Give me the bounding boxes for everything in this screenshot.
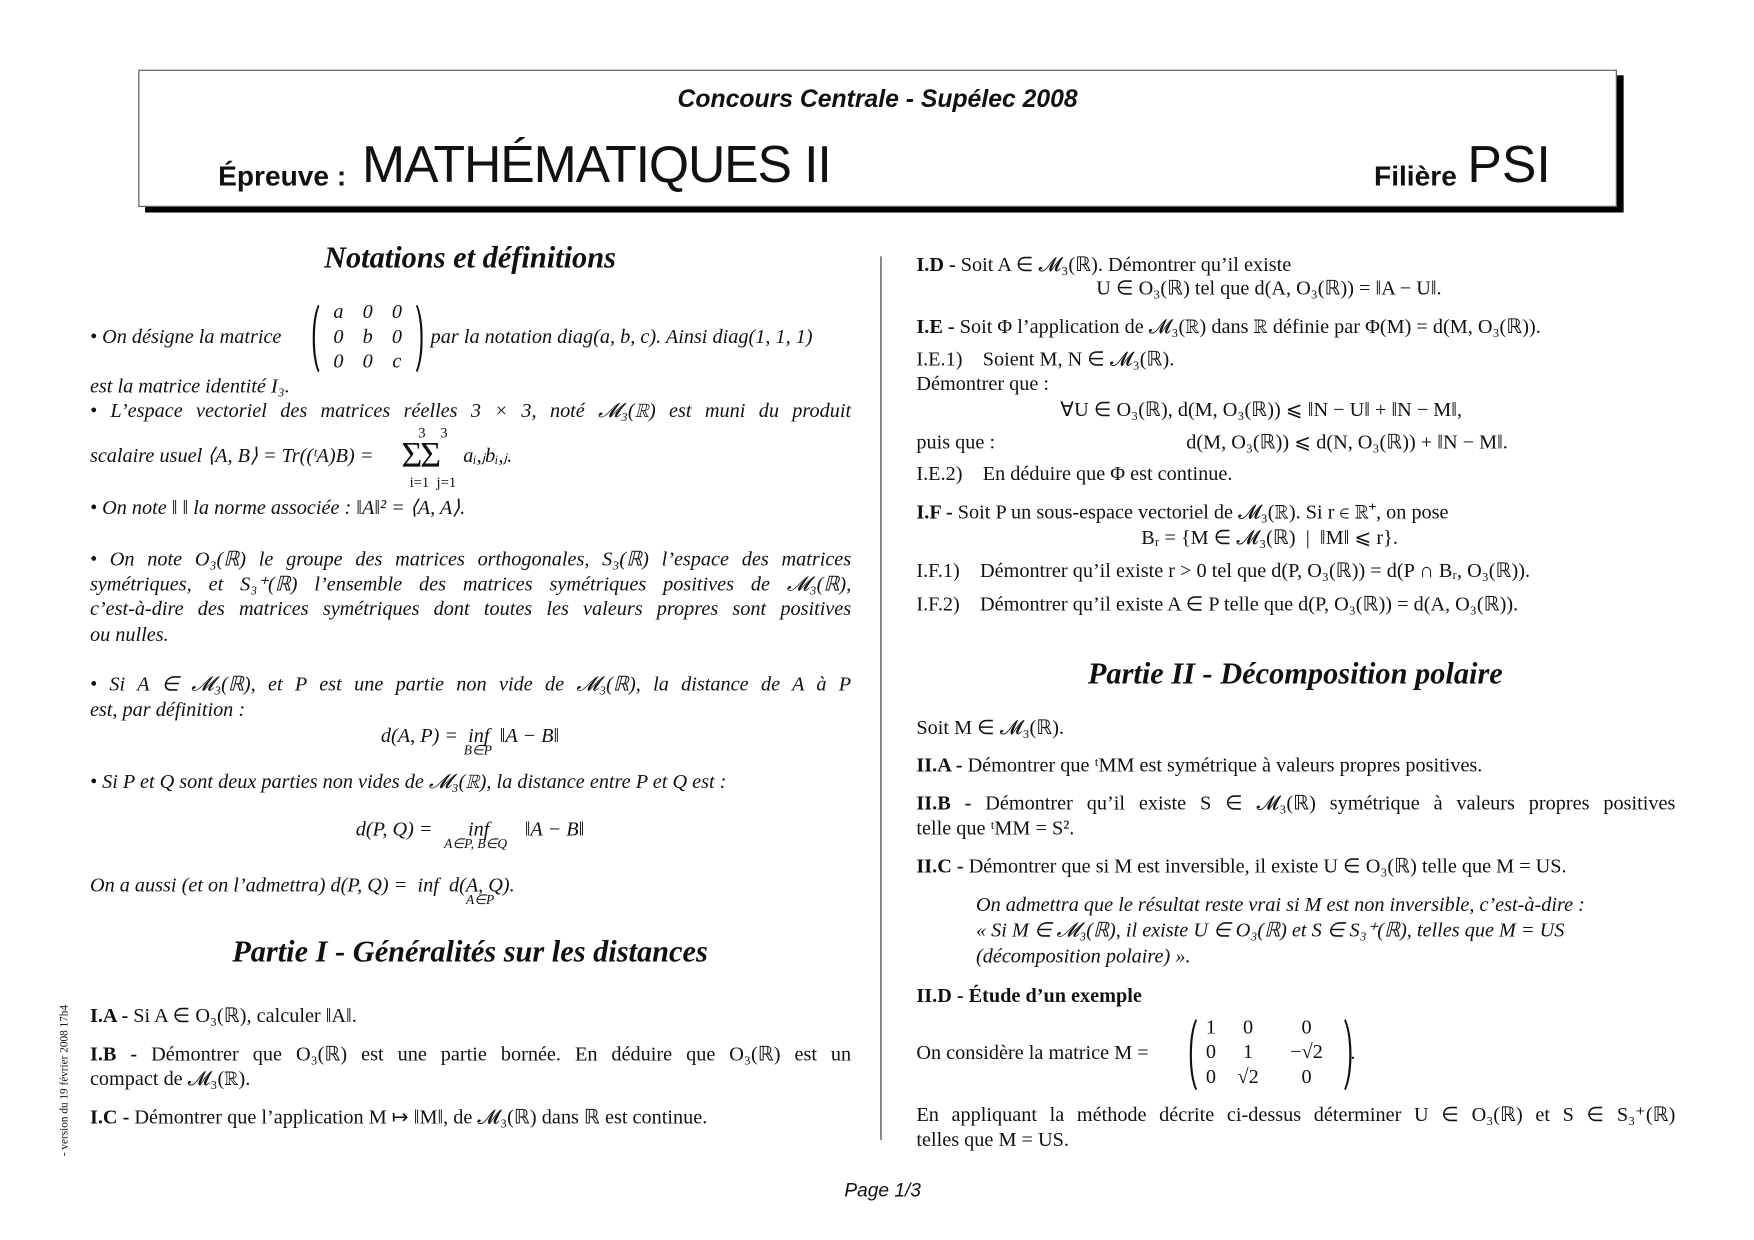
question-IB: [90, 1041, 851, 1066]
notation-line: • Si P et Q sont deux parties non vides de 𝓜₃(ℝ), la distance entre P et Q est :: [89, 770, 727, 793]
notation-line: ou nulles.: [89, 622, 169, 646]
question-IIC: [916, 853, 1566, 878]
question-IE: [916, 314, 1540, 339]
question-text: Soit M ∈ 𝓜₃(ℝ).: [916, 716, 1065, 739]
question-label: II.A -: [916, 753, 963, 776]
question-text: Démontrer que :: [916, 372, 1050, 395]
distance-formula: d(P, Q) = inf ‖A − B‖: [355, 817, 585, 840]
matrix-cell: 0: [362, 349, 373, 373]
question-label: I.C -: [89, 1105, 130, 1128]
notation-line: • L’espace vectoriel des matrices réelles 3 × 3, noté 𝓜₃(ℝ) est muni du produit: [89, 399, 852, 422]
question-text: En appliquant la méthode décrite ci-dessus déterminer U ∈ O₃(ℝ) et S ∈ S₃⁺(ℝ): [916, 1103, 1676, 1126]
question-text: Démontrer que ᵗMM est symétrique à valeurs propres positives.: [962, 753, 1483, 776]
question-text: Si A ∈ O₃(ℝ), calculer ‖A‖.: [128, 1004, 357, 1027]
distance-formula: d(A, P) = inf ‖A − B‖: [380, 724, 560, 747]
version-margin-note: - version du 19 février 2008 17h4: [58, 1004, 71, 1157]
notation-diag-text: • On désigne la matrice: [89, 324, 282, 348]
diag-matrix: [324, 299, 412, 373]
matrix-cell: 0: [1205, 1064, 1217, 1088]
notation-line: scalaire usuel ⟨A, B⟩ = Tr((ᵗA)B) =: [89, 444, 374, 467]
question-label: II.C -: [916, 854, 964, 878]
subject-title: MATHÉMATIQUES II: [362, 134, 831, 194]
inf-subscript: B∈P: [463, 742, 492, 758]
question-IIB: [916, 790, 1675, 815]
filiere-label: Filière: [1374, 160, 1457, 193]
question-IC: [90, 1104, 707, 1129]
notation-line: • On note ‖ ‖ la norme associée : ‖A‖² = ⟨A, A⟩.: [89, 495, 466, 519]
matrix-cell: 0: [391, 300, 402, 323]
formula: ∀U ∈ O₃(ℝ), d(M, O₃(ℝ)) ⩽ ‖N − U‖ + ‖N − M‖,: [1060, 398, 1463, 421]
question-IF2: I.F.2) Démontrer qu’il existe A ∈ P telle que d(P, O₃(ℝ)) = d(A, O₃(ℝ)).: [916, 592, 1519, 616]
page-number: Page 1/3: [844, 1179, 921, 1201]
sum-upper-bounds: 3 3: [418, 423, 448, 441]
inf-subscript: A∈P: [465, 891, 495, 908]
matrix-cell: 1: [1205, 1015, 1217, 1038]
matrix-cell: 1: [1243, 1040, 1254, 1063]
question-text: puis que :: [916, 430, 996, 454]
question-IIA: [916, 752, 1482, 777]
question-IE2: I.E.2) En déduire que Φ est continue.: [916, 462, 1233, 485]
inf-subscript: A∈P, B∈Q: [444, 835, 508, 852]
question-text: Soit A ∈ 𝓜₃(ℝ). Démontrer qu’il existe: [955, 252, 1292, 276]
admitted-note: (décomposition polaire) ».: [975, 944, 1191, 967]
column-divider: [880, 256, 881, 1140]
notation-line: • Si A ∈ 𝓜₃(ℝ), et P est une partie non vide de 𝓜₃(ℝ), la distance de A à P: [89, 672, 852, 695]
question-IA: [90, 1003, 357, 1028]
notation-line: aᵢ,ⱼbᵢ,ⱼ.: [463, 444, 513, 467]
question-label: I.A -: [89, 1004, 129, 1027]
question-label: I.B -: [89, 1042, 138, 1065]
notation-line: c’est-à-dire des matrices symétriques dont toutes les valeurs propres sont positives: [89, 597, 852, 620]
question-text: Démontrer que si M est inversible, il existe U ∈ O₃(ℝ) telle que M = US.: [963, 854, 1567, 878]
notation-line: est, par définition :: [89, 698, 246, 721]
question-text: Démontrer que l’application M ↦ ‖M‖, de 𝓜₃(ℝ) dans ℝ est continue.: [129, 1105, 708, 1128]
part2-heading: Partie II - Décomposition polaire: [1087, 656, 1503, 691]
epreuve-label: Épreuve :: [218, 160, 347, 193]
matrix-cell: √2: [1237, 1064, 1259, 1088]
question-label: I.F -: [916, 500, 953, 523]
question-IF1: I.F.1) Démontrer qu’il existe r > 0 tel que d(P, O₃(ℝ)) = d(P ∩ Bᵣ, O₃(ℝ)).: [916, 558, 1531, 582]
question-ID: [916, 252, 1291, 277]
matrix-cell: 0: [333, 324, 344, 348]
matrix-cell: 0: [333, 349, 344, 373]
question-text: Soit Φ l’application de 𝓜₃(ℝ) dans ℝ définie par Φ(M) = d(M, O₃(ℝ)).: [954, 314, 1541, 338]
question-label: I.D -: [916, 252, 956, 276]
formula: d(M, O₃(ℝ)) ⩽ d(N, O₃(ℝ)) + ‖N − M‖.: [1186, 430, 1508, 454]
matrix-cell: 0: [1205, 1040, 1217, 1063]
question-IID-title: II.D - Étude d’un exemple: [916, 983, 1142, 1007]
notation-line: On a aussi (et on l’admettra) d(P, Q) = inf d(A, Q).: [89, 873, 515, 897]
notations-heading: Notations et définitions: [324, 240, 616, 275]
part1-heading: Partie I - Généralités sur les distances: [232, 934, 708, 969]
question-text: Soit P un sous-espace vectoriel de 𝓜₃(ℝ). Si r ∈ ℝ⁺, on pose: [952, 500, 1449, 523]
matrix-cell: 0: [1301, 1015, 1312, 1038]
notation-diag-text-2: par la notation diag(a, b, c). Ainsi diag(1, 1, 1): [430, 324, 813, 348]
sum-lower-bounds: i=1 j=1: [409, 473, 457, 491]
formula: Bᵣ = {M ∈ 𝓜₃(ℝ) | ‖M‖ ⩽ r}.: [1141, 526, 1398, 549]
notation-line: symétriques, et S₃⁺(ℝ) l’ensemble des matrices symétriques positives de 𝓜₃(ℝ),: [89, 572, 852, 595]
matrix-cell: −√2: [1290, 1040, 1323, 1063]
matrix-cell: 0: [362, 300, 373, 323]
question-label: I.E -: [916, 314, 955, 338]
matrix-cell: b: [362, 324, 373, 348]
notation-line: est la matrice identité I₃.: [89, 374, 290, 397]
matrix-cell: 0: [1243, 1015, 1254, 1038]
question-text: On considère la matrice M =: [916, 1041, 1149, 1064]
question-text: .: [1350, 1041, 1356, 1064]
header-box: [138, 70, 1617, 207]
matrix-cell: a: [333, 300, 344, 323]
question-text: Démontrer que O₃(ℝ) est une partie bornée. En déduire que O₃(ℝ) est un: [137, 1042, 852, 1065]
admitted-note: « Si M ∈ 𝓜₃(ℝ), il existe U ∈ O₃(ℝ) et S ∈ S₃⁺(ℝ), telles que M = US: [975, 918, 1565, 942]
question-text: compact de 𝓜₃(ℝ).: [89, 1067, 251, 1090]
notation-line: • On note O₃(ℝ) le groupe des matrices orthogonales, S₃(ℝ) l’espace des matrices: [89, 547, 852, 571]
admitted-note: On admettra que le résultat reste vrai si M est non inversible, c’est-à-dire :: [975, 892, 1585, 916]
question-IE1: I.E.1) Soient M, N ∈ 𝓜₃(ℝ).: [916, 347, 1175, 370]
question-label: II.B -: [916, 791, 972, 815]
matrix-cell: c: [392, 349, 402, 373]
question-text: telles que M = US.: [916, 1127, 1069, 1151]
matrix-cell: 0: [1301, 1064, 1312, 1088]
question-text: telle que ᵗMM = S².: [916, 816, 1075, 839]
matrix-paren-right: [400, 299, 422, 378]
matrix-paren-right: [1327, 1013, 1352, 1096]
question-text: Démontrer qu’il existe S ∈ 𝓜₃(ℝ) symétrique à valeurs propres positives: [971, 791, 1676, 815]
formula: U ∈ O₃(ℝ) tel que d(A, O₃(ℝ)) = ‖A − U‖.: [1096, 276, 1442, 300]
double-sum-symbol: ΣΣ: [401, 434, 439, 475]
question-IF: [916, 499, 1448, 524]
example-matrix: [1199, 1014, 1341, 1088]
contest-title: Concours Centrale - Supélec 2008: [677, 84, 1078, 113]
filiere-value: PSI: [1467, 134, 1551, 194]
matrix-cell: 0: [391, 324, 402, 348]
